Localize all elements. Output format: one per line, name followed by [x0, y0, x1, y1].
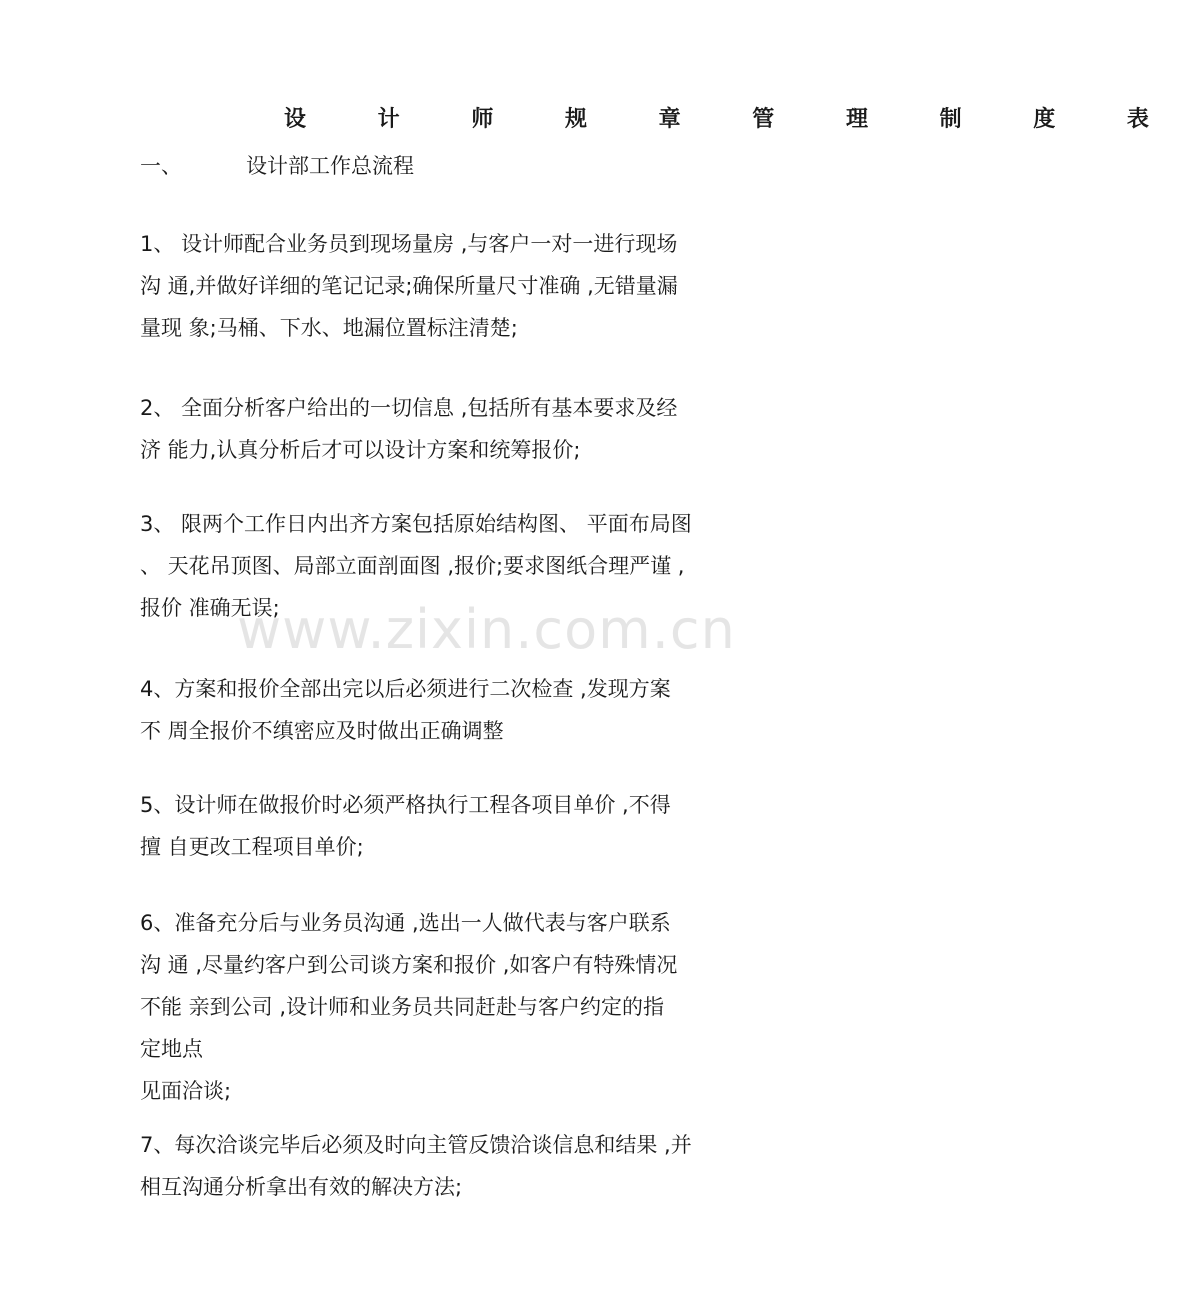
paragraph-line: 6、准备充分后与业务员沟通 ,选出一人做代表与客户联系 [140, 911, 671, 935]
watermark: www.zixin.com.cn [237, 598, 736, 661]
paragraph-line: 济 能力,认真分析后才可以设计方案和统筹报价; [140, 438, 581, 462]
paragraph-6 [140, 902, 790, 1112]
paragraph-4 [140, 668, 790, 752]
paragraph-line: 不能 亲到公司 ,设计师和业务员共同赶赴与客户约定的指 [140, 995, 665, 1019]
paragraph-7 [140, 1124, 790, 1208]
paragraph-line: 沟 通 ,尽量约客户到公司谈方案和报价 ,如客户有特殊情况 [140, 953, 678, 977]
paragraph-3 [140, 503, 790, 629]
section-number: 一、 [140, 154, 182, 178]
paragraph-2 [140, 387, 790, 471]
paragraph-line: 量现 象;马桶、下水、地漏位置标注清楚; [140, 316, 518, 340]
paragraph-line: 2、 全面分析客户给出的一切信息 ,包括所有基本要求及经 [140, 396, 678, 420]
paragraph-line: 不 周全报价不缜密应及时做出正确调整 [140, 719, 504, 743]
section-heading-text: 设计部工作总流程 [246, 154, 414, 178]
paragraph-line: 擅 自更改工程项目单价; [140, 835, 364, 859]
paragraph-line: 1、 设计师配合业务员到现场量房 ,与客户一对一进行现场 [140, 232, 678, 256]
paragraph-line: 7、每次洽谈完毕后必须及时向主管反馈洽谈信息和结果 ,并 [140, 1133, 692, 1157]
paragraph-1 [140, 223, 790, 349]
paragraph-line: 4、方案和报价全部出完以后必须进行二次检查 ,发现方案 [140, 677, 671, 701]
paragraph-line: 、 天花吊顶图、局部立面剖面图 ,报价;要求图纸合理严谨 , [140, 554, 685, 578]
paragraph-line: 相互沟通分析拿出有效的解决方法; [140, 1175, 463, 1199]
paragraph-line: 见面洽谈; [140, 1079, 232, 1103]
paragraph-line: 报价 准确无误; [140, 596, 280, 620]
paragraph-line: 5、设计师在做报价时必须严格执行工程各项目单价 ,不得 [140, 793, 671, 817]
paragraph-line: 定地点 [140, 1037, 203, 1061]
section-heading [140, 150, 414, 182]
document-title: 设 计 师 规 章 管 理 制 度 表 [284, 107, 1181, 132]
paragraph-line: 沟 通,并做好详细的笔记记录;确保所量尺寸准确 ,无错量漏 [140, 274, 678, 298]
paragraph-5 [140, 784, 790, 868]
paragraph-line: 3、 限两个工作日内出齐方案包括原始结构图、 平面布局图 [140, 512, 692, 536]
